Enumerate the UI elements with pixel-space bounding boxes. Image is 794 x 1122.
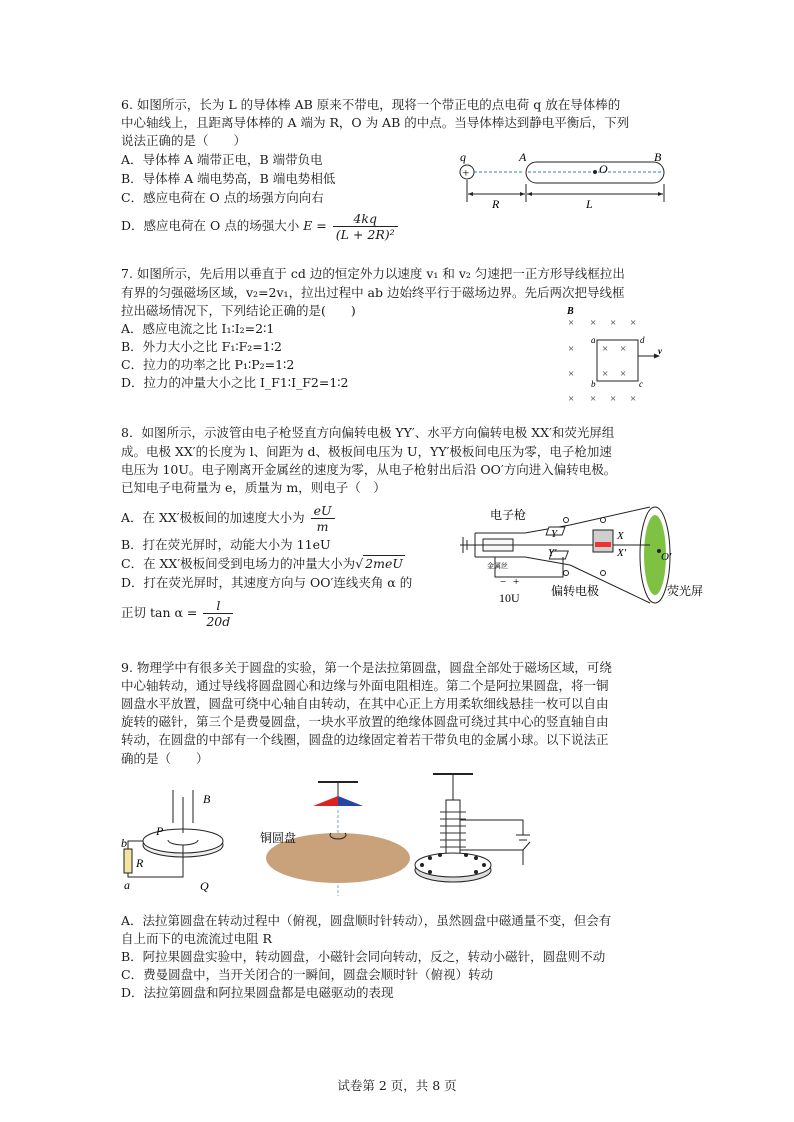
q7-cross: × (630, 317, 637, 329)
q9-option-b: B．阿拉果圆盘实验中，转动圆盘，小磁针会同向转动，反之，转动小磁针，圆盘则不动 (121, 949, 606, 964)
q7-cross: × (568, 368, 575, 380)
q7-cross: × (568, 393, 575, 405)
q9-stem-line4: 旋转的磁针，第三个是费曼圆盘，一块水平放置的绝缘体圆盘可绕过其中心的竖直轴自由 (121, 714, 609, 729)
q8-option-a-numerator: eU (311, 503, 335, 519)
q7-stem-line2: 有界的匀强磁场区域，v₂=2v₁，拉出过程中 ab 边始终平行于磁场边界。先后两次把导线框 (121, 285, 625, 300)
q9-option-a-line1: A．法拉第圆盘在转动过程中（俯视，圆盘顺时针转动），虽然圆盘中磁通量不变，但会有 (121, 913, 612, 928)
q7-fig-d-label: d (640, 335, 645, 345)
q9-needle-red (313, 796, 338, 806)
q6-fig-plus: + (462, 165, 470, 180)
q9-needle-blue (338, 796, 363, 806)
q6-option-d-fraction (333, 211, 398, 242)
q8-fig-yprime-label: Y′ (548, 547, 557, 559)
q7-fig-b-label: B (567, 306, 574, 317)
page-footer: 试卷第 2 页，共 8 页 (337, 1078, 457, 1093)
q7-stem-line1: 7. 如图所示，先后用以垂直于 cd 边的恒定外力以速度 v₁ 和 v₂ 匀速把一正方形导线框拉出 (121, 266, 625, 281)
q9-stem-line5: 转动，在圆盘的中部有一个线圈，圆盘的边缘固定着若干带负电的金属小球。以下说法正 (121, 732, 609, 747)
q9-fig-copper-label: 铜圆盘 (260, 831, 297, 845)
q8-option-d-fraction (203, 598, 233, 629)
q9-fig-q-label: Q (200, 879, 209, 893)
q8-option-d-denominator: 20d (206, 614, 231, 629)
q7-cross: × (620, 343, 627, 355)
q8-option-c: C．在 XX′极板间受到电场力的冲量大小为√ 2meU (121, 556, 403, 571)
q8-option-a-text: A．在 XX′极板间的加速度大小为 (121, 510, 305, 525)
q7-fig-v-label: v (658, 346, 662, 356)
q9-ball (474, 856, 478, 860)
q6-option-d-text: D．感应电荷在 O 点的场强大小 (121, 218, 300, 233)
q7-option-b: B．外力大小之比 F₁∶F₂=1∶2 (121, 339, 282, 354)
q7-fig-a-label: a (591, 335, 596, 345)
q8-stem-line3: 电压为 10U。电子刚离开金属丝的速度为零，从电子枪射出后沿 OO′方向进入偏转电极。 (121, 462, 617, 477)
q6-arrow (658, 192, 663, 196)
q8-x-plate-marker (595, 542, 611, 547)
q9-stem-line1: 9. 物理学中有很多关于圆盘的实验，第一个是法拉第圆盘，圆盘全部处于磁场区域，可绕 (121, 660, 612, 675)
q6-option-b: B．导体棒 A 端电势高，B 端电势相低 (121, 171, 336, 186)
q6-point-o (593, 170, 597, 174)
q8-fig-oprime-label: O′ (661, 551, 672, 563)
q8-terminal (564, 571, 569, 576)
q8-fig-wire-label: 金属丝 (487, 562, 508, 570)
q6-stem-line3: 说法正确的是（ ） (121, 133, 247, 148)
q9-option-a-line2: 自上而下的电流流过电阻 R (121, 931, 272, 946)
q7-cross: × (602, 343, 609, 355)
q9-fig-r-label: R (136, 856, 144, 870)
q6-arrow (520, 192, 525, 196)
q6-fig-a-label: A (519, 150, 527, 164)
q9-switch (523, 842, 530, 850)
q9-ball (428, 870, 432, 874)
q9-option-d: D．法拉第圆盘和阿拉果圆盘都是电磁驱动的表现 (121, 985, 394, 1000)
q7-fig-c-label: c (639, 379, 643, 389)
q9-ball (420, 863, 424, 867)
q9-stem-line6: 确的是（ ） (121, 751, 209, 766)
q6-fig-l-label: L (586, 197, 593, 210)
q8-option-a (121, 503, 335, 534)
q9-ball (474, 870, 478, 874)
q7-cross: × (568, 317, 575, 329)
q8-option-d-text: 正切 tan α = (121, 605, 198, 620)
q6-fig-q-label: q (460, 150, 466, 164)
q8-x-plates (593, 530, 613, 552)
q7-stem-line3: 拉出磁场情况下，下列结论正确的是( ) (121, 303, 356, 318)
q8-terminal (601, 571, 606, 576)
q8-option-c-text: C．在 XX′极板间受到电场力的冲量大小为 (121, 556, 356, 571)
q6-option-c: C．感应电荷在 O 点的场强方向向右 (121, 190, 324, 205)
q7-cross: × (602, 368, 609, 380)
q8-option-d-line2 (121, 598, 233, 629)
q8-option-a-fraction (311, 503, 335, 534)
q8-fig-electrode-label: 偏转电极 (551, 584, 600, 598)
q6-figure (452, 150, 677, 210)
q7-fig-b-corner: b (591, 379, 596, 389)
q6-arrow (527, 192, 532, 196)
q9-fig-p-label: P (156, 824, 164, 838)
q7-option-c: C．拉力的功率之比 P₁∶P₂=1∶2 (121, 357, 295, 372)
q8-option-a-denominator: m (316, 519, 329, 534)
q8-option-d-numerator: l (203, 598, 233, 614)
q9-ball (464, 853, 468, 857)
q8-option-d-line1: D．打在荧光屏时，其速度方向与 OO′连线夹角 α 的 (121, 575, 413, 590)
q8-option-c-sqrt: 2meU (365, 556, 403, 571)
q9-ball (482, 863, 486, 867)
q7-cross: × (610, 393, 617, 405)
q8-fig-xprime-label: X′ (617, 547, 627, 559)
q7-figure (560, 306, 675, 406)
q8-terminal (601, 518, 606, 523)
q8-fig-plus: + (513, 576, 520, 588)
q6-stem-line2: 中心轴线上，且距离导体棒的 A 端为 R，O 为 AB 的中点。当导体棒达到静电平衡后，下列 (121, 115, 630, 130)
q8-stem-line4: 已知电子电荷量为 e，质量为 m，则电子（ ） (121, 480, 386, 495)
q9-feynman-disk-figure (408, 770, 558, 900)
q6-option-d-lhs: E = (303, 218, 327, 233)
q9-faraday-disk-figure (118, 785, 228, 895)
q9-battery (516, 835, 530, 840)
q9-ball (438, 853, 442, 857)
q7-option-d: D．拉力的冲量大小之比 I_F1∶I_F2=1∶2 (121, 375, 349, 390)
q7-cross: × (620, 368, 627, 380)
q9-resistor (124, 849, 132, 873)
q8-battery-symbol (460, 537, 475, 553)
q6-option-a: A．导体棒 A 端带正电，B 端带负电 (121, 152, 323, 167)
q8-fig-screen-label: 荧光屏 (667, 584, 704, 598)
q9-fig-b-label: b (121, 836, 127, 850)
q6-option-d-numerator: 4kq (333, 211, 398, 227)
q9-stem-line2: 中心轴转动，通过导线将圆盘圆心和边缘与外面电阻相连。第二个是阿拉果圆盘，将一铜 (121, 678, 609, 693)
q7-option-a: A．感应电流之比 I₁∶I₂=2∶1 (121, 321, 275, 336)
q8-stem-line1: 8．如图所示，示波管由电子枪竖直方向偏转电极 YY′、水平方向偏转电极 XX′和荧光屏组 (121, 425, 615, 440)
q9-fig-a-label: a (124, 878, 130, 892)
q8-fig-gun-label: 电子枪 (490, 508, 527, 522)
q9-option-c: C．费曼圆盘中，当开关闭合的一瞬间，圆盘会顺时针（俯视）转动 (121, 967, 494, 982)
q6-stem-line1: 6. 如图所示，长为 L 的导体棒 AB 原来不带电，现将一个带正电的点电荷 q 放在导体棒的 (121, 97, 621, 112)
q8-figure (455, 505, 705, 615)
q8-stem-line2: 成。电极 XX′的长度为 l、间距为 d、极板间电压为 U，YY′极板间电压为零，电子枪加速 (121, 444, 612, 459)
q8-fig-x-label: X (617, 530, 624, 542)
q8-fig-volt-label: 10U (499, 591, 520, 605)
q7-cross: × (610, 317, 617, 329)
q8-terminal (564, 518, 569, 523)
q7-cross: × (568, 343, 575, 355)
q9-fig-b-field-label: B (203, 792, 211, 806)
q6-option-d (121, 211, 398, 242)
q8-fig-y-label: Y (551, 528, 558, 540)
q7-cross: × (590, 393, 597, 405)
q9-feynman-disk-top (415, 853, 491, 877)
q7-field-crosses (568, 317, 636, 405)
q8-option-b: B．打在荧光屏时，动能大小为 11eU (121, 537, 331, 552)
q6-fig-o-label: O (599, 162, 608, 176)
q6-fig-b-label: B (654, 150, 662, 164)
q8-fig-minus: − (500, 576, 507, 588)
q9-stem-line3: 圆盘水平放置，圆盘可绕中心轴自由转动，在其中心正上方用柔软细线悬挂一枚可以自由 (121, 696, 609, 711)
q6-option-d-denominator: (L + 2R)² (335, 227, 395, 242)
q6-fig-r-label: R (492, 197, 500, 210)
q7-cross: × (630, 393, 637, 405)
q9-ball (428, 856, 432, 860)
q9-arago-disk-figure (258, 778, 428, 898)
q7-cross: × (590, 317, 597, 329)
q6-arrow (468, 192, 473, 196)
